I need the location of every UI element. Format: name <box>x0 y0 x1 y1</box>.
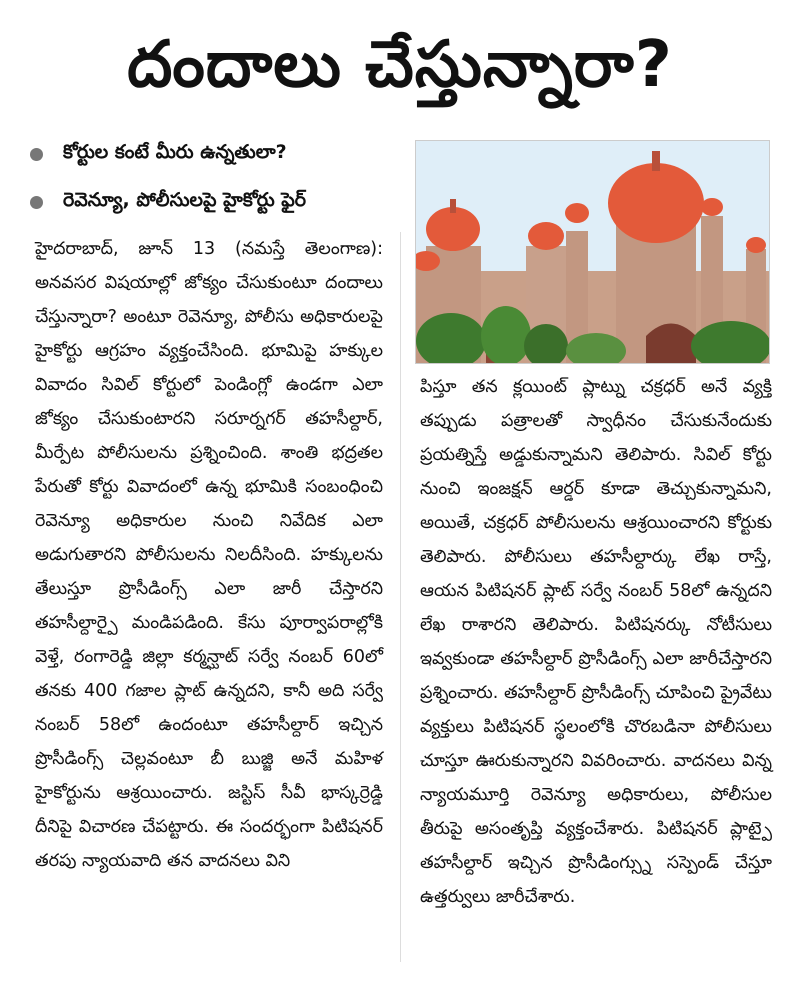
high-court-building-photo <box>415 140 770 364</box>
article-text-col2: పిస్తూ తన క్లయింట్ ప్లాట్ను చక్రధర్ అనే వ్యక్తి తప్పుడు పత్రాలతో స్వాధీనం చేసుకునేందుకు ప్రయత్నిస్తే అడ్డుకున్నామని తెలిపారు. సివిల్ కోర్టు నుంచి ఇంజక్షన్ ఆర్డర్ కూడా తెచ్చుకున్నామని, అయితే, చక్రధర్ పోలీసులను ఆశ్రయించారని కోర్టుకు తెలిపారు. పోలీసులు తహసీల్దార్కు లేఖ రాస్తే, ఆయన పిటిషనర్ ప్లాట్ సర్వే నంబర్ 58లో ఉన్నదని లేఖ రాశారని తెలిపారు. పిటిషనర్కు నోటీసులు ఇవ్వకుండా తహసీల్దార్ ప్రొసీడింగ్స్ ఎలా జారీచేస్తారని ప్రశ్నించారు. తహసీల్దార్ ప్రొసీడింగ్స్ చూపించి ప్రైవేటు వ్యక్తులు పిటిషనర్ స్థలంలోకి చొరబడినా పోలీసులు చూస్తూ ఊరుకున్నారని వివరించారు. వాదనలు విన్న న్యాయమూర్తి రెవెన్యూ అధికారులు, పోలీసుల తీరుపై అసంతృప్తి వ్యక్తంచేశారు. పిటిషనర్ ప్లాట్పై తహసీల్దార్ ఇచ్చిన ప్రొసీడింగ్స్ను సస్పెండ్ చేస్తూ ఉత్తర్వులు జారీచేశారు. <box>420 377 772 907</box>
article-column-1 <box>35 232 383 878</box>
bullet-item <box>30 130 400 178</box>
bullet-text: కోర్టుల కంటే మీరు ఉన్నతులా? <box>63 140 287 163</box>
bullet-text: రెవెన్యూ, పోలీసులపై హైకోర్టు ఫైర్ <box>63 188 307 211</box>
bullet-item <box>30 178 400 226</box>
column-divider <box>400 232 401 962</box>
article-text-col1: హైదరాబాద్, జూన్ 13 (నమస్తే తెలంగాణ): అనవసర విషయాల్లో జోక్యం చేసుకుంటూ దందాలు చేస్తున్నారా? అంటూ రెవెన్యూ, పోలీసు అధికారులపై హైకోర్టు ఆగ్రహం వ్యక్తంచేసింది. భూమిపై హక్కుల వివాదం సివిల్ కోర్టులో పెండింగ్లో ఉండగా ఎలా జోక్యం చేసుకుంటారని సరూర్నగర్ తహసీల్దార్, మీర్పేట పోలీసులను ప్రశ్నించింది. శాంతి భద్రతల పేరుతో కోర్టు వివాదంలో ఉన్న భూమికి సంబంధించి రెవెన్యూ అధికారుల నుంచి నివేదిక ఎలా అడుగుతారని పోలీసులను నిలదీసింది. హక్కులను తేలుస్తూ ప్రొసీడింగ్స్ ఎలా జారీ చేస్తారని తహసీల్దార్పై మండిపడింది. కేసు పూర్వాపరాల్లోకి వెళ్తే, రంగారెడ్డి జిల్లా కర్మన్ఘాట్ సర్వే నంబర్ 60లో తనకు 400 గజాల ప్లాట్ ఉన్నదని, కానీ అది సర్వే నంబర్ 58లో ఉందంటూ తహసీల్దార్ ఇచ్చిన ప్రొసీడింగ్స్ చెల్లవంటూ బీ బుజ్జి అనే మహిళ హైకోర్టును ఆశ్రయించారు. జస్టిస్ సీవీ భాస్కర్రెడ్డి దీనిపై విచారణ చేపట్టారు. ఈ సందర్భంగా పిటిషనర్ తరపు న్యాయవాది తన వాదనలు విని <box>35 239 383 871</box>
article-column-2 <box>420 370 772 914</box>
bullet-dot-icon <box>30 196 43 209</box>
headline: దందాలు చేస్తున్నారా? <box>127 28 673 102</box>
bullet-dot-icon <box>30 148 43 161</box>
photo-image <box>416 141 769 363</box>
bullet-list <box>30 130 400 226</box>
